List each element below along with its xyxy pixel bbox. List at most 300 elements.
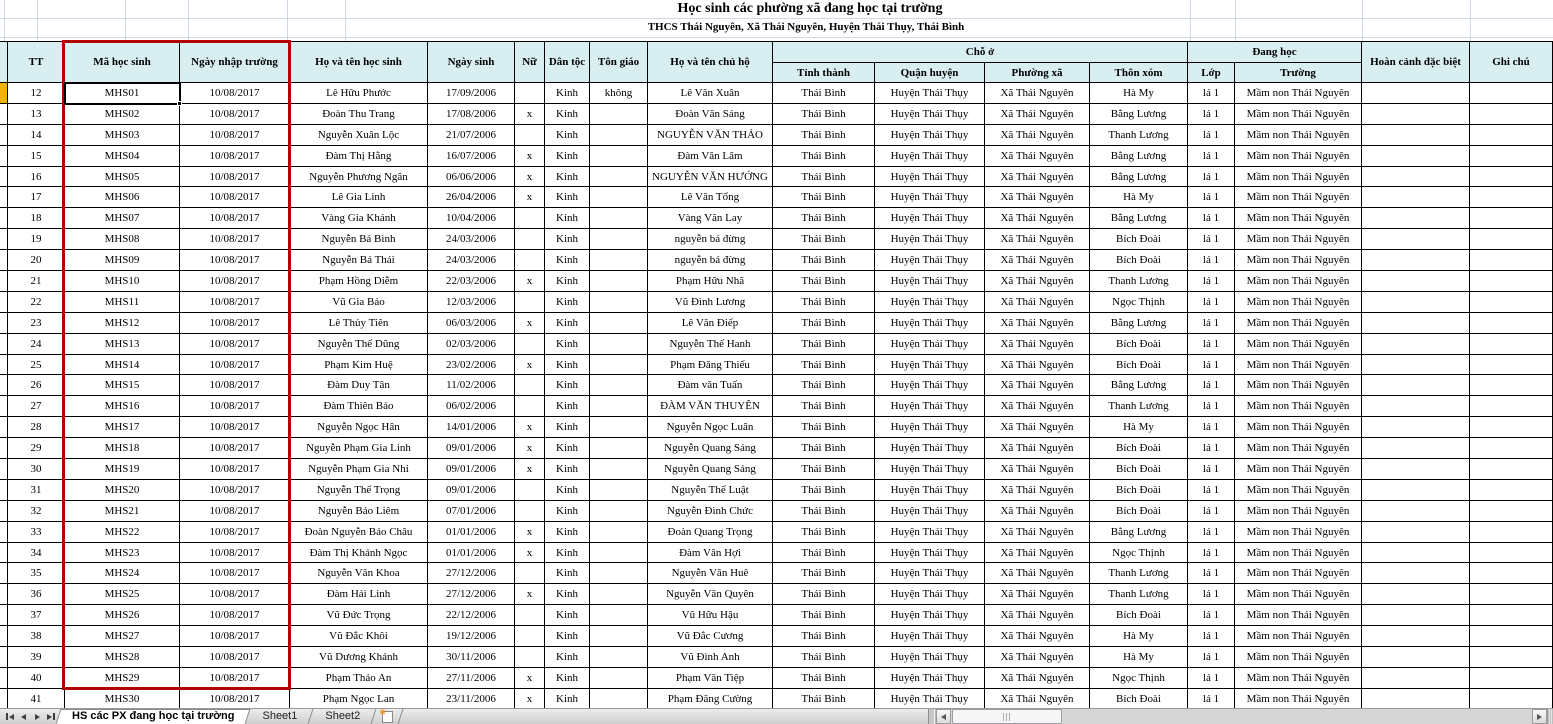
cell-thon-xom[interactable]: Ngọc Thịnh: [1090, 668, 1188, 689]
cell-ton-giao[interactable]: [590, 292, 648, 313]
cell-ghi-chu[interactable]: [1470, 668, 1553, 689]
cell-ghi-chu[interactable]: [1470, 271, 1553, 292]
cell-dan-toc[interactable]: Kinh: [545, 438, 590, 459]
cell-truong[interactable]: Mầm non Thái Nguyên: [1235, 313, 1362, 334]
cell-ngay-sinh[interactable]: 27/11/2006: [428, 668, 515, 689]
cell-nu[interactable]: x: [515, 271, 545, 292]
cell-truong[interactable]: Mầm non Thái Nguyên: [1235, 83, 1362, 104]
cell-tt[interactable]: 17: [8, 187, 65, 208]
cell-ghi-chu[interactable]: [1470, 334, 1553, 355]
cell-lop[interactable]: lá 1: [1188, 125, 1235, 146]
cell-hoan-canh-dac-biet[interactable]: [1362, 563, 1470, 584]
cell-ngay-nhap-truong[interactable]: 10/08/2017: [180, 668, 290, 689]
cell-edge-sliver[interactable]: [0, 480, 8, 501]
cell-hoan-canh-dac-biet[interactable]: [1362, 271, 1470, 292]
cell-ngay-sinh[interactable]: 19/12/2006: [428, 626, 515, 647]
cell-ngay-nhap-truong[interactable]: 10/08/2017: [180, 355, 290, 376]
cell-thon-xom[interactable]: Bích Đoài: [1090, 480, 1188, 501]
cell-tt[interactable]: 41: [8, 689, 65, 710]
cell-phuong-xa[interactable]: Xã Thái Nguyên: [985, 146, 1090, 167]
cell-ngay-sinh[interactable]: 17/09/2006: [428, 83, 515, 104]
cell-truong[interactable]: Mầm non Thái Nguyên: [1235, 292, 1362, 313]
cell-ton-giao[interactable]: [590, 480, 648, 501]
cell-edge-sliver[interactable]: [0, 396, 8, 417]
cell-hoan-canh-dac-biet[interactable]: [1362, 229, 1470, 250]
cell-thon-xom[interactable]: Hà My: [1090, 647, 1188, 668]
cell-dan-toc[interactable]: Kinh: [545, 229, 590, 250]
cell-edge-sliver[interactable]: [0, 146, 8, 167]
cell-lop[interactable]: lá 1: [1188, 396, 1235, 417]
header-ton-giao[interactable]: Tôn giáo: [590, 42, 648, 83]
cell-ngay-nhap-truong[interactable]: 10/08/2017: [180, 167, 290, 188]
cell-ghi-chu[interactable]: [1470, 187, 1553, 208]
cell-thon-xom[interactable]: Hà My: [1090, 187, 1188, 208]
cell-lop[interactable]: lá 1: [1188, 438, 1235, 459]
cell-dan-toc[interactable]: Kinh: [545, 396, 590, 417]
cell-tt[interactable]: 26: [8, 375, 65, 396]
cell-dan-toc[interactable]: Kinh: [545, 626, 590, 647]
cell-lop[interactable]: lá 1: [1188, 229, 1235, 250]
cell-hoan-canh-dac-biet[interactable]: [1362, 584, 1470, 605]
cell-tinh-thanh[interactable]: Thái Bình: [773, 208, 875, 229]
cell-dan-toc[interactable]: Kinh: [545, 668, 590, 689]
cell-quan-huyen[interactable]: Huyện Thái Thụy: [875, 375, 985, 396]
cell-ho-ten-chu-ho[interactable]: Đoàn Văn Sáng: [648, 104, 773, 125]
scroll-right-button[interactable]: [1532, 709, 1547, 724]
cell-thon-xom[interactable]: Thanh Lương: [1090, 563, 1188, 584]
cell-thon-xom[interactable]: Bích Đoài: [1090, 355, 1188, 376]
cell-tt[interactable]: 34: [8, 543, 65, 564]
cell-quan-huyen[interactable]: Huyện Thái Thụy: [875, 605, 985, 626]
cell-edge-sliver[interactable]: [0, 271, 8, 292]
cell-lop[interactable]: lá 1: [1188, 626, 1235, 647]
header-hoan-canh-dac-biet[interactable]: Hoàn cảnh đặc biệt: [1362, 42, 1470, 83]
cell-edge-sliver[interactable]: [0, 250, 8, 271]
cell-ghi-chu[interactable]: [1470, 543, 1553, 564]
cell-quan-huyen[interactable]: Huyện Thái Thụy: [875, 208, 985, 229]
cell-edge-sliver[interactable]: [0, 668, 8, 689]
cell-ho-ten-chu-ho[interactable]: NGUYỄN VĂN THẢO: [648, 125, 773, 146]
cell-ghi-chu[interactable]: [1470, 83, 1553, 104]
cell-lop[interactable]: lá 1: [1188, 584, 1235, 605]
cell-ghi-chu[interactable]: [1470, 501, 1553, 522]
cell-nu[interactable]: [515, 375, 545, 396]
cell-ngay-nhap-truong[interactable]: 10/08/2017: [180, 501, 290, 522]
cell-hoan-canh-dac-biet[interactable]: [1362, 626, 1470, 647]
header-phuong-xa[interactable]: Phường xã: [985, 63, 1090, 83]
cell-phuong-xa[interactable]: Xã Thái Nguyên: [985, 313, 1090, 334]
cell-ho-ten-hoc-sinh[interactable]: Đoàn Nguyễn Bảo Châu: [290, 522, 428, 543]
cell-ngay-sinh[interactable]: 23/11/2006: [428, 689, 515, 710]
cell-ton-giao[interactable]: [590, 313, 648, 334]
cell-ghi-chu[interactable]: [1470, 229, 1553, 250]
cell-quan-huyen[interactable]: Huyện Thái Thụy: [875, 522, 985, 543]
cell-nu[interactable]: x: [515, 668, 545, 689]
cell-ma-hoc-sinh[interactable]: MHS26: [65, 605, 180, 626]
cell-ma-hoc-sinh[interactable]: MHS27: [65, 626, 180, 647]
cell-truong[interactable]: Mầm non Thái Nguyên: [1235, 187, 1362, 208]
cell-ho-ten-chu-ho[interactable]: Vũ Đình Anh: [648, 647, 773, 668]
cell-thon-xom[interactable]: Bằng Lương: [1090, 167, 1188, 188]
cell-ton-giao[interactable]: [590, 125, 648, 146]
cell-lop[interactable]: lá 1: [1188, 355, 1235, 376]
cell-edge-sliver[interactable]: [0, 543, 8, 564]
cell-ho-ten-hoc-sinh[interactable]: Đàm Hải Linh: [290, 584, 428, 605]
cell-thon-xom[interactable]: Hà My: [1090, 83, 1188, 104]
cell-hoan-canh-dac-biet[interactable]: [1362, 647, 1470, 668]
cell-ngay-nhap-truong[interactable]: 10/08/2017: [180, 229, 290, 250]
cell-ton-giao[interactable]: [590, 689, 648, 710]
header-ho-ten-hoc-sinh[interactable]: Họ và tên học sinh: [290, 42, 428, 83]
cell-ho-ten-hoc-sinh[interactable]: Phạm Ngọc Lan: [290, 689, 428, 710]
cell-ma-hoc-sinh[interactable]: MHS16: [65, 396, 180, 417]
cell-phuong-xa[interactable]: Xã Thái Nguyên: [985, 584, 1090, 605]
cell-tt[interactable]: 16: [8, 167, 65, 188]
cell-ngay-nhap-truong[interactable]: 10/08/2017: [180, 522, 290, 543]
cell-dan-toc[interactable]: Kinh: [545, 187, 590, 208]
cell-tt[interactable]: 37: [8, 605, 65, 626]
cell-quan-huyen[interactable]: Huyện Thái Thụy: [875, 250, 985, 271]
cell-thon-xom[interactable]: Bằng Lương: [1090, 313, 1188, 334]
cell-quan-huyen[interactable]: Huyện Thái Thụy: [875, 417, 985, 438]
cell-ngay-sinh[interactable]: 24/03/2006: [428, 229, 515, 250]
cell-ho-ten-chu-ho[interactable]: Phạm Đăng Cường: [648, 689, 773, 710]
cell-ma-hoc-sinh[interactable]: MHS01: [65, 83, 180, 104]
cell-hoan-canh-dac-biet[interactable]: [1362, 250, 1470, 271]
cell-truong[interactable]: Mầm non Thái Nguyên: [1235, 334, 1362, 355]
cell-tt[interactable]: 12: [8, 83, 65, 104]
cell-tt[interactable]: 40: [8, 668, 65, 689]
cell-tt[interactable]: 15: [8, 146, 65, 167]
cell-lop[interactable]: lá 1: [1188, 292, 1235, 313]
cell-ton-giao[interactable]: [590, 167, 648, 188]
cell-ngay-nhap-truong[interactable]: 10/08/2017: [180, 104, 290, 125]
cell-ho-ten-chu-ho[interactable]: Nguyễn Ngọc Luân: [648, 417, 773, 438]
cell-phuong-xa[interactable]: Xã Thái Nguyên: [985, 375, 1090, 396]
cell-nu[interactable]: [515, 626, 545, 647]
cell-lop[interactable]: lá 1: [1188, 459, 1235, 480]
cell-tinh-thanh[interactable]: Thái Bình: [773, 543, 875, 564]
cell-ngay-sinh[interactable]: 22/12/2006: [428, 605, 515, 626]
cell-phuong-xa[interactable]: Xã Thái Nguyên: [985, 563, 1090, 584]
cell-ngay-sinh[interactable]: 21/07/2006: [428, 125, 515, 146]
cell-ton-giao[interactable]: [590, 146, 648, 167]
cell-ngay-nhap-truong[interactable]: 10/08/2017: [180, 250, 290, 271]
cell-lop[interactable]: lá 1: [1188, 167, 1235, 188]
cell-tinh-thanh[interactable]: Thái Bình: [773, 146, 875, 167]
cell-ton-giao[interactable]: [590, 250, 648, 271]
scrollbar-resize-grip[interactable]: [1547, 709, 1553, 724]
cell-truong[interactable]: Mầm non Thái Nguyên: [1235, 501, 1362, 522]
cell-ho-ten-hoc-sinh[interactable]: Nguyễn Phương Ngân: [290, 167, 428, 188]
cell-ho-ten-hoc-sinh[interactable]: Nguyễn Bảo Liêm: [290, 501, 428, 522]
cell-thon-xom[interactable]: Bằng Lương: [1090, 146, 1188, 167]
cell-ghi-chu[interactable]: [1470, 375, 1553, 396]
cell-thon-xom[interactable]: Bằng Lương: [1090, 375, 1188, 396]
cell-thon-xom[interactable]: Hà My: [1090, 626, 1188, 647]
insert-worksheet-tab[interactable]: [374, 709, 401, 724]
cell-ma-hoc-sinh[interactable]: MHS04: [65, 146, 180, 167]
cell-ma-hoc-sinh[interactable]: MHS23: [65, 543, 180, 564]
cell-ghi-chu[interactable]: [1470, 167, 1553, 188]
cell-dan-toc[interactable]: Kinh: [545, 501, 590, 522]
cell-ho-ten-chu-ho[interactable]: Đàm văn Tuấn: [648, 375, 773, 396]
cell-phuong-xa[interactable]: Xã Thái Nguyên: [985, 125, 1090, 146]
cell-ngay-nhap-truong[interactable]: 10/08/2017: [180, 647, 290, 668]
cell-ngay-sinh[interactable]: 02/03/2006: [428, 334, 515, 355]
cell-truong[interactable]: Mầm non Thái Nguyên: [1235, 459, 1362, 480]
cell-ma-hoc-sinh[interactable]: MHS10: [65, 271, 180, 292]
cell-phuong-xa[interactable]: Xã Thái Nguyên: [985, 459, 1090, 480]
cell-thon-xom[interactable]: Ngọc Thịnh: [1090, 543, 1188, 564]
cell-lop[interactable]: lá 1: [1188, 563, 1235, 584]
cell-ton-giao[interactable]: không: [590, 83, 648, 104]
cell-nu[interactable]: [515, 250, 545, 271]
cell-phuong-xa[interactable]: Xã Thái Nguyên: [985, 83, 1090, 104]
cell-tt[interactable]: 30: [8, 459, 65, 480]
cell-truong[interactable]: Mầm non Thái Nguyên: [1235, 125, 1362, 146]
cell-ho-ten-hoc-sinh[interactable]: Vũ Đắc Khôi: [290, 626, 428, 647]
header-ngay-nhap-truong[interactable]: Ngày nhập trường: [180, 42, 290, 83]
cell-ho-ten-chu-ho[interactable]: Đoàn Quang Trọng: [648, 522, 773, 543]
cell-ho-ten-hoc-sinh[interactable]: Nguyễn Bá Thái: [290, 250, 428, 271]
cell-thon-xom[interactable]: Bằng Lương: [1090, 522, 1188, 543]
cell-ho-ten-hoc-sinh[interactable]: Vàng Gia Khánh: [290, 208, 428, 229]
cell-ngay-nhap-truong[interactable]: 10/08/2017: [180, 313, 290, 334]
cell-ton-giao[interactable]: [590, 501, 648, 522]
cell-ho-ten-chu-ho[interactable]: Phạm Hữu Nhã: [648, 271, 773, 292]
cell-phuong-xa[interactable]: Xã Thái Nguyên: [985, 605, 1090, 626]
cell-nu[interactable]: x: [515, 104, 545, 125]
cell-truong[interactable]: Mầm non Thái Nguyên: [1235, 480, 1362, 501]
cell-dan-toc[interactable]: Kinh: [545, 417, 590, 438]
cell-ho-ten-hoc-sinh[interactable]: Lê Thủy Tiên: [290, 313, 428, 334]
cell-ngay-sinh[interactable]: 06/06/2006: [428, 167, 515, 188]
cell-tt[interactable]: 23: [8, 313, 65, 334]
cell-quan-huyen[interactable]: Huyện Thái Thụy: [875, 313, 985, 334]
cell-edge-sliver[interactable]: [0, 522, 8, 543]
cell-ngay-sinh[interactable]: 11/02/2006: [428, 375, 515, 396]
cell-ton-giao[interactable]: [590, 563, 648, 584]
cell-quan-huyen[interactable]: Huyện Thái Thụy: [875, 689, 985, 710]
cell-truong[interactable]: Mầm non Thái Nguyên: [1235, 605, 1362, 626]
cell-hoan-canh-dac-biet[interactable]: [1362, 668, 1470, 689]
cell-ghi-chu[interactable]: [1470, 250, 1553, 271]
cell-ngay-nhap-truong[interactable]: 10/08/2017: [180, 480, 290, 501]
cell-edge-sliver[interactable]: [0, 292, 8, 313]
cell-dan-toc[interactable]: Kinh: [545, 480, 590, 501]
cell-ma-hoc-sinh[interactable]: MHS11: [65, 292, 180, 313]
sheet-tab-sheet2[interactable]: Sheet2: [311, 709, 374, 724]
cell-tt[interactable]: 25: [8, 355, 65, 376]
cell-nu[interactable]: [515, 229, 545, 250]
cell-ngay-sinh[interactable]: 24/03/2006: [428, 250, 515, 271]
cell-hoan-canh-dac-biet[interactable]: [1362, 543, 1470, 564]
cell-tt[interactable]: 33: [8, 522, 65, 543]
cell-edge-sliver[interactable]: [0, 208, 8, 229]
cell-edge-sliver[interactable]: [0, 605, 8, 626]
cell-tt[interactable]: 29: [8, 438, 65, 459]
cell-ho-ten-chu-ho[interactable]: Lê Văn Điếp: [648, 313, 773, 334]
cell-thon-xom[interactable]: Thanh Lương: [1090, 396, 1188, 417]
cell-truong[interactable]: Mầm non Thái Nguyên: [1235, 375, 1362, 396]
cell-tt[interactable]: 14: [8, 125, 65, 146]
cell-ma-hoc-sinh[interactable]: MHS17: [65, 417, 180, 438]
cell-edge-sliver[interactable]: [0, 626, 8, 647]
cell-dan-toc[interactable]: Kinh: [545, 584, 590, 605]
cell-edge-sliver[interactable]: [0, 83, 8, 104]
cell-ghi-chu[interactable]: [1470, 605, 1553, 626]
cell-quan-huyen[interactable]: Huyện Thái Thụy: [875, 396, 985, 417]
cell-hoan-canh-dac-biet[interactable]: [1362, 125, 1470, 146]
cell-dan-toc[interactable]: Kinh: [545, 355, 590, 376]
cell-ton-giao[interactable]: [590, 104, 648, 125]
cell-ho-ten-chu-ho[interactable]: Phạm Đăng Thiếu: [648, 355, 773, 376]
cell-ghi-chu[interactable]: [1470, 146, 1553, 167]
cell-ngay-sinh[interactable]: 09/01/2006: [428, 459, 515, 480]
cell-ho-ten-chu-ho[interactable]: Vũ Đắc Cương: [648, 626, 773, 647]
cell-ho-ten-chu-ho[interactable]: Đàm Văn Hợi: [648, 543, 773, 564]
tab-scroll-next-button[interactable]: [30, 709, 44, 724]
cell-ma-hoc-sinh[interactable]: MHS22: [65, 522, 180, 543]
cell-phuong-xa[interactable]: Xã Thái Nguyên: [985, 187, 1090, 208]
cell-ngay-sinh[interactable]: 10/04/2006: [428, 208, 515, 229]
cell-ton-giao[interactable]: [590, 543, 648, 564]
cell-ghi-chu[interactable]: [1470, 313, 1553, 334]
cell-tinh-thanh[interactable]: Thái Bình: [773, 626, 875, 647]
cell-truong[interactable]: Mầm non Thái Nguyên: [1235, 250, 1362, 271]
cell-edge-sliver[interactable]: [0, 167, 8, 188]
cell-ho-ten-hoc-sinh[interactable]: Phạm Kim Huệ: [290, 355, 428, 376]
cell-ho-ten-hoc-sinh[interactable]: Vũ Dương Khánh: [290, 647, 428, 668]
tab-scroll-prev-button[interactable]: [16, 709, 30, 724]
cell-ngay-sinh[interactable]: 16/07/2006: [428, 146, 515, 167]
header-truong[interactable]: Trường: [1235, 63, 1362, 83]
cell-phuong-xa[interactable]: Xã Thái Nguyên: [985, 292, 1090, 313]
cell-hoan-canh-dac-biet[interactable]: [1362, 375, 1470, 396]
cell-lop[interactable]: lá 1: [1188, 647, 1235, 668]
cell-hoan-canh-dac-biet[interactable]: [1362, 334, 1470, 355]
cell-truong[interactable]: Mầm non Thái Nguyên: [1235, 208, 1362, 229]
cell-quan-huyen[interactable]: Huyện Thái Thụy: [875, 543, 985, 564]
cell-tinh-thanh[interactable]: Thái Bình: [773, 83, 875, 104]
cell-nu[interactable]: x: [515, 522, 545, 543]
cell-tinh-thanh[interactable]: Thái Bình: [773, 563, 875, 584]
cell-nu[interactable]: [515, 563, 545, 584]
cell-ngay-nhap-truong[interactable]: 10/08/2017: [180, 125, 290, 146]
cell-quan-huyen[interactable]: Huyện Thái Thụy: [875, 355, 985, 376]
cell-ngay-nhap-truong[interactable]: 10/08/2017: [180, 146, 290, 167]
cell-nu[interactable]: x: [515, 584, 545, 605]
cell-thon-xom[interactable]: Bích Đoài: [1090, 459, 1188, 480]
cell-dan-toc[interactable]: Kinh: [545, 125, 590, 146]
cell-ho-ten-chu-ho[interactable]: Lê Văn Xuân: [648, 83, 773, 104]
cell-ton-giao[interactable]: [590, 522, 648, 543]
cell-ton-giao[interactable]: [590, 668, 648, 689]
cell-ton-giao[interactable]: [590, 271, 648, 292]
cell-dan-toc[interactable]: Kinh: [545, 605, 590, 626]
cell-ghi-chu[interactable]: [1470, 417, 1553, 438]
cell-ghi-chu[interactable]: [1470, 438, 1553, 459]
cell-quan-huyen[interactable]: Huyện Thái Thụy: [875, 229, 985, 250]
cell-tt[interactable]: 38: [8, 626, 65, 647]
cell-nu[interactable]: [515, 208, 545, 229]
cell-thon-xom[interactable]: Hà My: [1090, 417, 1188, 438]
cell-ho-ten-chu-ho[interactable]: Nguyễn Quang Sáng: [648, 438, 773, 459]
cell-truong[interactable]: Mầm non Thái Nguyên: [1235, 104, 1362, 125]
cell-ma-hoc-sinh[interactable]: MHS08: [65, 229, 180, 250]
cell-ho-ten-hoc-sinh[interactable]: Nguyễn Phạm Gia Linh: [290, 438, 428, 459]
cell-ton-giao[interactable]: [590, 605, 648, 626]
cell-ma-hoc-sinh[interactable]: MHS30: [65, 689, 180, 710]
cell-hoan-canh-dac-biet[interactable]: [1362, 522, 1470, 543]
cell-tinh-thanh[interactable]: Thái Bình: [773, 229, 875, 250]
cell-edge-sliver[interactable]: [0, 355, 8, 376]
cell-nu[interactable]: [515, 501, 545, 522]
cell-tt[interactable]: 27: [8, 396, 65, 417]
cell-nu[interactable]: [515, 480, 545, 501]
cell-ngay-sinh[interactable]: 09/01/2006: [428, 480, 515, 501]
cell-lop[interactable]: lá 1: [1188, 668, 1235, 689]
cell-dan-toc[interactable]: Kinh: [545, 167, 590, 188]
cell-ngay-sinh[interactable]: 14/01/2006: [428, 417, 515, 438]
cell-lop[interactable]: lá 1: [1188, 313, 1235, 334]
cell-ngay-nhap-truong[interactable]: 10/08/2017: [180, 396, 290, 417]
cell-ton-giao[interactable]: [590, 187, 648, 208]
cell-ma-hoc-sinh[interactable]: MHS28: [65, 647, 180, 668]
cell-quan-huyen[interactable]: Huyện Thái Thụy: [875, 334, 985, 355]
cell-truong[interactable]: Mầm non Thái Nguyên: [1235, 584, 1362, 605]
cell-truong[interactable]: Mầm non Thái Nguyên: [1235, 647, 1362, 668]
cell-tinh-thanh[interactable]: Thái Bình: [773, 689, 875, 710]
cell-tt[interactable]: 31: [8, 480, 65, 501]
cell-tt[interactable]: 20: [8, 250, 65, 271]
cell-phuong-xa[interactable]: Xã Thái Nguyên: [985, 229, 1090, 250]
cell-thon-xom[interactable]: Bích Đoài: [1090, 250, 1188, 271]
cell-lop[interactable]: lá 1: [1188, 375, 1235, 396]
cell-tinh-thanh[interactable]: Thái Bình: [773, 334, 875, 355]
cell-quan-huyen[interactable]: Huyện Thái Thụy: [875, 167, 985, 188]
cell-dan-toc[interactable]: Kinh: [545, 250, 590, 271]
cell-ma-hoc-sinh[interactable]: MHS18: [65, 438, 180, 459]
cell-edge-sliver[interactable]: [0, 313, 8, 334]
cell-nu[interactable]: x: [515, 167, 545, 188]
cell-hoan-canh-dac-biet[interactable]: [1362, 396, 1470, 417]
cell-ghi-chu[interactable]: [1470, 396, 1553, 417]
cell-ghi-chu[interactable]: [1470, 626, 1553, 647]
cell-quan-huyen[interactable]: Huyện Thái Thụy: [875, 146, 985, 167]
cell-tt[interactable]: 35: [8, 563, 65, 584]
cell-ho-ten-hoc-sinh[interactable]: Vũ Đức Trọng: [290, 605, 428, 626]
cell-ho-ten-hoc-sinh[interactable]: Đàm Thị Hằng: [290, 146, 428, 167]
active-cell-selection[interactable]: [64, 82, 181, 105]
cell-lop[interactable]: lá 1: [1188, 104, 1235, 125]
cell-ho-ten-chu-ho[interactable]: Nguyễn Văn Huê: [648, 563, 773, 584]
cell-edge-sliver[interactable]: [0, 334, 8, 355]
cell-lop[interactable]: lá 1: [1188, 208, 1235, 229]
cell-ho-ten-hoc-sinh[interactable]: Lê Hữu Phước: [290, 83, 428, 104]
cell-ghi-chu[interactable]: [1470, 355, 1553, 376]
header-tinh-thanh[interactable]: Tỉnh thành: [773, 63, 875, 83]
cell-thon-xom[interactable]: Bích Đoài: [1090, 689, 1188, 710]
cell-ngay-sinh[interactable]: 01/01/2006: [428, 522, 515, 543]
cell-dan-toc[interactable]: Kinh: [545, 208, 590, 229]
cell-edge-sliver[interactable]: [0, 689, 8, 710]
cell-truong[interactable]: Mầm non Thái Nguyên: [1235, 522, 1362, 543]
cell-tt[interactable]: 13: [8, 104, 65, 125]
cell-ghi-chu[interactable]: [1470, 689, 1553, 710]
cell-quan-huyen[interactable]: Huyện Thái Thụy: [875, 480, 985, 501]
